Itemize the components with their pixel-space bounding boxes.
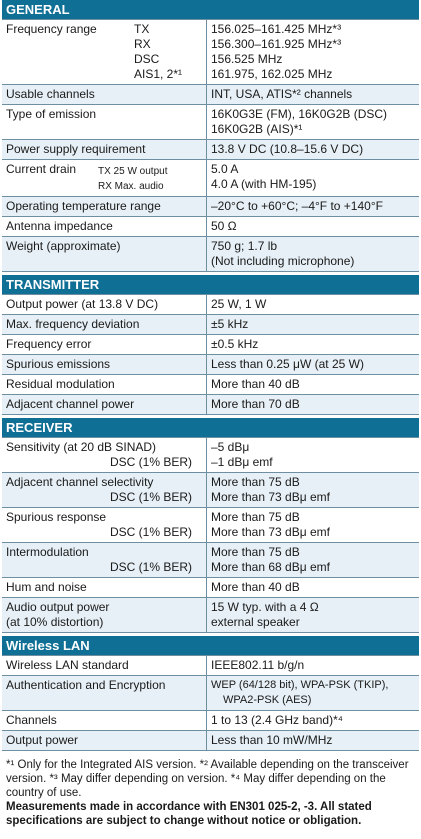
drain-condition: RX Max. audio — [98, 181, 164, 192]
section-receiver-header: RECEIVER — [2, 418, 419, 438]
frequency-range-row — [2, 20, 419, 85]
current-drain-label: Current drain — [6, 162, 77, 176]
wlan-row — [2, 731, 419, 751]
tx-row — [2, 315, 419, 335]
row-label: Adjacent channel selectivity — [6, 475, 154, 489]
value-line: –1 dBμ emf — [211, 455, 273, 469]
value-line: 16K0G3E (FM), 16K0G2B (DSC) — [211, 107, 388, 121]
antenna-impedance-row — [2, 217, 419, 237]
band-value: 156.300–161.925 MHz*³ — [211, 37, 342, 51]
row-label: Output power — [2, 731, 207, 750]
usable-channels-row — [2, 85, 419, 105]
band-value: 156.025–161.425 MHz*³ — [211, 22, 342, 36]
frequency-range-label: Frequency range — [6, 22, 97, 36]
row-value: 1 to 13 (2.4 GHz band)*⁴ — [211, 713, 343, 727]
rx-row — [2, 473, 419, 508]
row-label: Audio output power — [6, 600, 110, 614]
value-line: More than 73 dBμ emf — [211, 490, 330, 504]
row-label: Wireless LAN standard — [2, 656, 207, 675]
value-line: More than 75 dB — [211, 545, 300, 559]
rx-row — [2, 508, 419, 543]
tx-row — [2, 355, 419, 375]
drain-condition: TX 25 W output — [98, 166, 168, 177]
row-value — [207, 508, 419, 542]
row-label: Frequency error — [2, 335, 207, 354]
row-value: Less than 10 mW/MHz — [211, 733, 333, 747]
operating-temp-row — [2, 197, 419, 217]
row-sublabel: DSC (1% BER) — [109, 560, 192, 574]
band-name: DSC — [134, 52, 160, 66]
footnote-text: *¹ Only for the Integrated AIS version. *² Available depending on the transceiver version. *³ May differ depending on version. *⁴ May differ depending on the country of use. — [6, 759, 409, 799]
frequency-range-label-cell — [2, 20, 207, 84]
row-value — [207, 160, 419, 196]
value-line: WEP (64/128 bit), WPA-PSK (TKIP), — [211, 679, 389, 691]
row-label: Antenna impedance — [2, 217, 207, 236]
tx-row — [2, 335, 419, 355]
row-label: Sensitivity (at 20 dB SINAD) — [6, 440, 157, 454]
row-sublabel: (at 10% distortion) — [6, 615, 104, 629]
row-value: More than 40 dB — [211, 377, 300, 391]
row-value — [207, 543, 419, 577]
row-label-cell — [2, 508, 207, 542]
row-label: Usable channels — [2, 85, 207, 104]
value-line: 5.0 A — [211, 162, 239, 176]
row-value — [207, 473, 419, 507]
row-label: Weight (approximate) — [2, 237, 207, 271]
value-line: 16K0G2B (AIS)*¹ — [211, 122, 303, 136]
rx-row — [2, 438, 419, 473]
emission-type-row — [2, 105, 419, 140]
row-value: ±5 kHz — [211, 317, 249, 331]
row-value: ±0.5 kHz — [211, 337, 259, 351]
tx-row — [2, 375, 419, 395]
row-label: Authentication and Encryption — [2, 676, 207, 710]
value-line: external speaker — [211, 615, 300, 629]
band-name: TX — [134, 22, 150, 36]
row-value: IEEE802.11 b/g/n — [211, 658, 305, 672]
frequency-range-values — [207, 20, 419, 84]
row-value: More than 40 dB — [211, 580, 300, 594]
power-supply-row — [2, 140, 419, 160]
row-value: Less than 0.25 μW (at 25 W) — [211, 357, 364, 371]
rx-row — [2, 598, 419, 633]
value-line: (Not including microphone) — [211, 254, 355, 268]
band-value: 156.525 MHz — [211, 52, 283, 66]
value-line: More than 75 dB — [211, 510, 300, 524]
row-label: Max. frequency deviation — [2, 315, 207, 334]
row-label: Operating temperature range — [2, 197, 207, 216]
rx-row — [2, 578, 419, 598]
row-label: Power supply requirement — [2, 140, 207, 159]
section-transmitter-header: TRANSMITTER — [2, 275, 419, 295]
row-label-cell — [2, 438, 207, 472]
row-label: Spurious response — [6, 510, 107, 524]
value-line: 750 g; 1.7 lb — [211, 239, 278, 253]
wlan-row — [2, 676, 419, 711]
value-line: 4.0 A (with HM-195) — [211, 177, 317, 191]
band-value: 161.975, 162.025 MHz — [211, 67, 333, 81]
row-value — [207, 237, 419, 271]
row-label: Intermodulation — [6, 545, 89, 559]
wlan-row — [2, 656, 419, 676]
value-line: WPA2-PSK (AES) — [223, 694, 312, 706]
spec-sheet — [2, 0, 419, 828]
row-value: 25 W, 1 W — [211, 297, 267, 311]
value-line: 15 W typ. with a 4 Ω — [211, 600, 319, 614]
row-label: Channels — [2, 711, 207, 730]
row-label: Type of emission — [2, 105, 207, 139]
row-label-cell — [2, 598, 207, 632]
disclaimer-text: Measurements made in accordance with EN301 025-2, -3. All stated specifications are subject to change without notice or obligation. — [6, 801, 372, 827]
value-line: More than 73 dBμ emf — [211, 525, 330, 539]
weight-row — [2, 237, 419, 272]
row-label: Spurious emissions — [2, 355, 207, 374]
value-line: More than 68 dBμ emf — [211, 560, 330, 574]
footnotes — [2, 751, 419, 828]
rx-row — [2, 543, 419, 578]
row-sublabel: DSC (1% BER) — [109, 525, 192, 539]
row-value — [207, 438, 419, 472]
row-value — [207, 105, 419, 139]
tx-row — [2, 395, 419, 415]
section-general-header: GENERAL — [2, 0, 419, 20]
row-label-cell — [2, 543, 207, 577]
tx-row — [2, 295, 419, 315]
row-sublabel: DSC (1% BER) — [109, 455, 192, 469]
band-name: AIS1, 2*¹ — [134, 67, 183, 81]
current-drain-row — [2, 160, 419, 197]
row-value — [207, 598, 419, 632]
row-value: More than 70 dB — [211, 397, 300, 411]
row-label: Adjacent channel power — [2, 395, 207, 414]
row-label: Hum and noise — [2, 578, 207, 597]
row-value: –20°C to +60°C; –4°F to +140°F — [211, 199, 383, 213]
row-value: INT, USA, ATIS*² channels — [211, 87, 353, 101]
wlan-row — [2, 711, 419, 731]
current-drain-label-cell — [2, 160, 207, 196]
value-line: –5 dBμ — [211, 440, 250, 454]
row-value: 13.8 V DC (10.8–15.6 V DC) — [211, 142, 364, 156]
section-wireless-header: Wireless LAN — [2, 636, 419, 656]
row-label: Output power (at 13.8 V DC) — [2, 295, 207, 314]
row-label-cell — [2, 473, 207, 507]
row-sublabel: DSC (1% BER) — [109, 490, 192, 504]
band-name: RX — [134, 37, 151, 51]
row-value — [207, 676, 419, 710]
row-label: Residual modulation — [2, 375, 207, 394]
row-value: 50 Ω — [211, 219, 237, 233]
value-line: More than 75 dB — [211, 475, 300, 489]
